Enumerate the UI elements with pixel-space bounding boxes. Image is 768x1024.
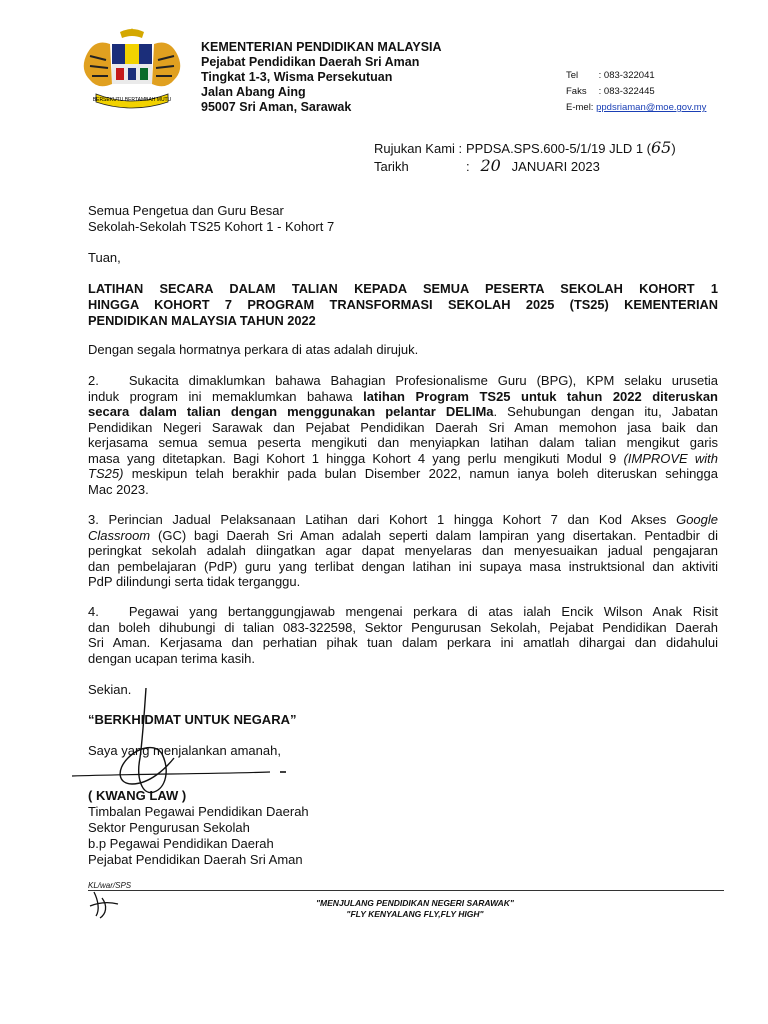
subject-line: PENDIDIKAN MALAYSIA TAHUN 2022 <box>88 313 316 328</box>
handwritten-number: 65 <box>650 138 672 157</box>
handwritten-day: 20 <box>480 156 501 175</box>
para-line: PdP dilindungi serta tidak terganggu. <box>88 574 301 589</box>
para-number: 2. <box>88 373 99 388</box>
salutation: Tuan, <box>88 250 121 265</box>
letterhead-address <box>201 40 442 115</box>
footer-reference: KL/war/SPS <box>88 881 132 890</box>
footer-divider <box>88 890 724 891</box>
footer-motto <box>300 898 530 920</box>
para-line: Sri Aman. Kerjasama dan perhatian pihak tuan dalam perkara ini amatlah dihargai dan didahului <box>88 635 718 650</box>
ministry-name: KEMENTERIAN PENDIDIKAN MALAYSIA <box>201 40 442 54</box>
reference-block <box>374 139 676 175</box>
signatory-role: Sektor Pengurusan Sekolah <box>88 820 250 835</box>
office-name: Pejabat Pendidikan Daerah Sri Aman <box>201 55 420 69</box>
subject-line: LATIHAN SECARA DALAM TALIAN KEPADA SEMUA PESERTA SEKOLAH KOHORT 1 <box>88 281 718 296</box>
signatory-role: Pejabat Pendidikan Daerah Sri Aman <box>88 852 303 867</box>
para-line: dengan ucapan terima kasih. <box>88 650 255 666</box>
para-bold: secara dalam talian dengan menggunakan pelantar DELIMa <box>88 404 494 419</box>
para-bold: latihan Program TS25 untuk tahun 2022 diteruskan <box>363 388 718 404</box>
footer-motto-line: "MENJULANG PENDIDIKAN NEGERI SARAWAK" <box>316 898 514 908</box>
tel-label: Tel <box>566 70 579 81</box>
tel-value: : 083-322041 <box>598 70 655 81</box>
para-italic: Google <box>676 512 718 527</box>
recipient-line: Sekolah-Sekolah TS25 Kohort 1 - Kohort 7 <box>88 218 335 234</box>
para-line: (GC) bagi Daerah Sri Aman adalah seperti dalam lampiran yang disertakan. Pentadbir di <box>150 527 718 543</box>
signatory-role: b.p Pegawai Pendidikan Daerah <box>88 836 274 851</box>
para-line: meskipun telah berakhir pada bulan Disember 2022, namun ianya boleh diteruskan sehingga <box>123 466 718 481</box>
reference-label: Rujukan Kami : <box>374 141 463 156</box>
address-line: Tingkat 1-3, Wisma Persekutuan <box>201 70 393 84</box>
letter-subject <box>88 281 718 329</box>
email-label: E-mel: <box>566 102 594 113</box>
subject-line: HINGGA KOHORT 7 PROGRAM TRANSFORMASI SEKOLAH 2025 (TS25) KEMENTERIAN <box>88 297 718 312</box>
paragraph-2 <box>88 373 718 497</box>
address-line: 95007 Sri Aman, Sarawak <box>201 100 352 114</box>
para-line: dan boleh dihubungi di talian 083-322598, Sektor Pengurusan Sekolah, Pejabat Pendidikan Daerah <box>88 619 718 635</box>
para-line: masa yang ditetapkan. Bagi Kohort 1 hingga Kohort 4 yang perlu mengikuti Modul 9 <box>88 450 624 466</box>
malaysia-coat-of-arms-logo <box>76 26 188 112</box>
signatory-block <box>88 788 309 868</box>
intro-paragraph: Dengan segala hormatnya perkara di atas adalah dirujuk. <box>88 342 419 357</box>
para-line: kerjasama semua semua peserta mengikuti dan menyiapkan latihan dalam talian mengikut garis <box>88 435 718 450</box>
reference-value: PPDSA.SPS.600-5/1/19 JLD 1 ( <box>466 141 651 156</box>
footer-motto-line: "FLY KENYALANG FLY,FLY HIGH" <box>346 909 484 919</box>
date-value: JANUARI 2023 <box>511 159 600 174</box>
paragraph-4 <box>88 604 718 666</box>
closing-motto: “BERKHIDMAT UNTUK NEGARA” <box>88 712 297 727</box>
para-line: dan pembelajaran (PdP) guru yang terlibat dengan latihan ini supaya masa instruktsional dan aktiviti <box>88 558 718 574</box>
fax-label: Faks <box>566 86 587 97</box>
signatory-role: Timbalan Pegawai Pendidikan Daerah <box>88 804 309 819</box>
paragraph-3 <box>88 512 718 590</box>
para-line: Sukacita dimaklumkan bahawa Bahagian Profesionalisme Guru (BPG), KPM selaku urusetia <box>128 373 718 388</box>
closing-amanah: Saya yang menjalankan amanah, <box>88 743 281 758</box>
para-italic: TS25) <box>88 466 124 481</box>
para-line: . Sehubungan dengan itu, Jabatan <box>493 404 718 419</box>
para-number: 4. <box>88 604 99 619</box>
reference-close: ) <box>671 141 676 156</box>
para-line: peringkat sekolah adalah diingatkan agar dapat menyelaras dan menyesuaikan jadual pengajaran <box>88 543 718 558</box>
signatory-name: ( KWANG LAW ) <box>88 788 187 803</box>
date-label: Tarikh <box>374 159 409 174</box>
svg-text:BERSEKUTU BERTAMBAH MUTU: BERSEKUTU BERTAMBAH MUTU <box>92 97 172 103</box>
para-italic: Classroom <box>88 527 151 543</box>
fax-value: : 083-322445 <box>598 86 655 97</box>
para-line: Pegawai yang bertanggungjawab mengenai perkara di atas ialah Encik Wilson Anak Risit <box>128 604 718 619</box>
date-sep: : <box>466 159 470 174</box>
para-line: Pendidikan Negeri Sarawak dan Pejabat Pendidikan Daerah Sri Aman memohon jasa baik dan <box>88 419 718 435</box>
contact-info <box>566 68 706 116</box>
para-line: 3. Perincian Jadual Pelaksanaan Latihan dari Kohort 1 hingga Kohort 7 dan Kod Akses <box>88 512 677 527</box>
para-line: Mac 2023. <box>88 481 149 497</box>
para-line: induk program ini memaklumkan bahawa <box>88 388 364 404</box>
address-line: Jalan Abang Aing <box>201 85 306 99</box>
recipient <box>88 203 718 234</box>
para-italic: (IMPROVE with <box>623 450 719 466</box>
initial-mark <box>88 888 122 920</box>
recipient-line: Semua Pengetua dan Guru Besar <box>88 203 284 218</box>
email-link[interactable]: ppdsriaman@moe.gov.my <box>596 102 707 113</box>
closing-sekian: Sekian. <box>88 682 132 697</box>
